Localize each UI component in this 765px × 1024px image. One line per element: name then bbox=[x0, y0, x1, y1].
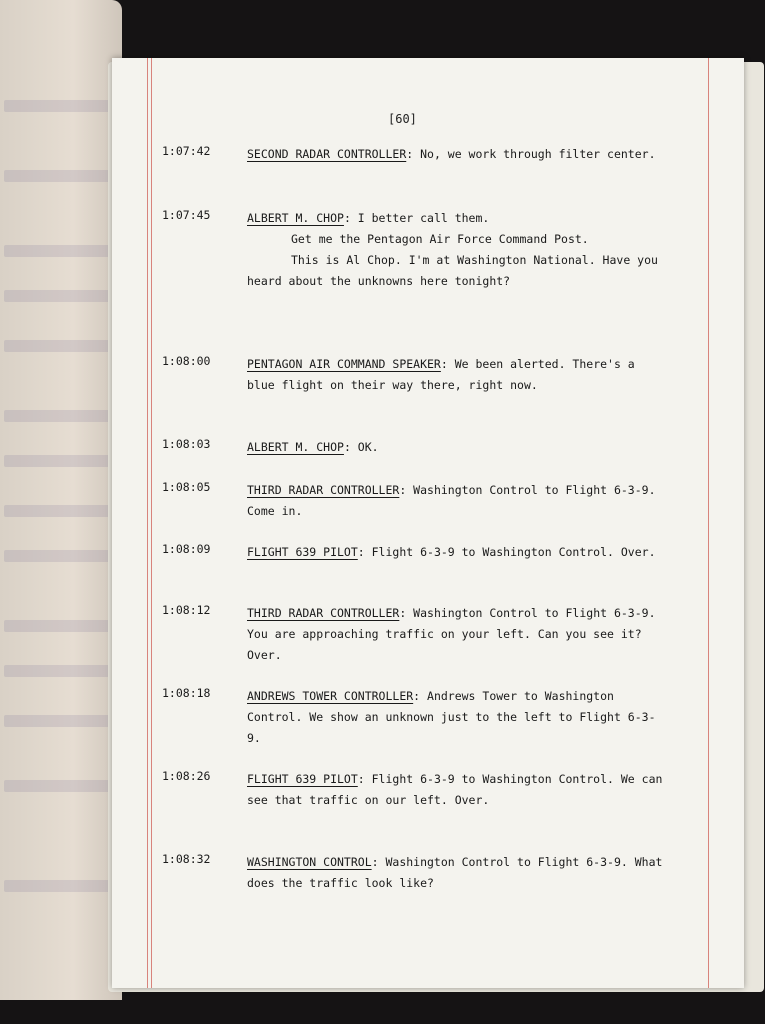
entry-text bbox=[247, 437, 667, 458]
speaker-name: ANDREWS TOWER CONTROLLER bbox=[247, 689, 414, 703]
speaker-name: ALBERT M. CHOP bbox=[247, 440, 344, 454]
show-through-text bbox=[4, 550, 114, 562]
entry-text bbox=[247, 852, 670, 894]
show-through-text bbox=[4, 620, 114, 632]
show-through-text bbox=[4, 665, 114, 677]
entry-text bbox=[247, 603, 667, 666]
utterance-paragraph: This is Al Chop. I'm at Washington National. Have you heard about the unknowns here tonight? bbox=[247, 253, 665, 288]
show-through-text bbox=[4, 780, 114, 792]
speaker-name: PENTAGON AIR COMMAND SPEAKER bbox=[247, 357, 441, 371]
entry-text bbox=[247, 144, 667, 165]
timestamp: 1:08:32 bbox=[162, 852, 211, 866]
entry-text bbox=[247, 686, 667, 749]
page-number: [60] bbox=[388, 112, 417, 126]
left-margin-line-inner bbox=[151, 58, 152, 988]
timestamp: 1:07:45 bbox=[162, 208, 211, 222]
utterance: : Flight 6-3-9 to Washington Control. We can see that traffic on our left. Over. bbox=[247, 772, 670, 807]
show-through-text bbox=[4, 455, 114, 467]
entry-text bbox=[247, 769, 670, 811]
show-through-text bbox=[4, 410, 114, 422]
utterance: : Flight 6-3-9 to Washington Control. Over. bbox=[357, 545, 656, 559]
show-through-text bbox=[4, 880, 114, 892]
show-through-text bbox=[4, 715, 114, 727]
show-through-text bbox=[4, 505, 114, 517]
timestamp: 1:08:00 bbox=[162, 354, 211, 368]
utterance: : I better call them. bbox=[343, 211, 490, 225]
speaker-name: THIRD RADAR CONTROLLER bbox=[247, 606, 400, 620]
speaker-name: THIRD RADAR CONTROLLER bbox=[247, 483, 400, 497]
utterance: : We been alerted. There's a blue flight on their way there, right now. bbox=[247, 357, 642, 392]
utterance: : Andrews Tower to Washington Control. We show an unknown just to the left to Flight 6-3-9. bbox=[247, 689, 656, 745]
utterance: : Washington Control to Flight 6-3-9. What does the traffic look like? bbox=[247, 855, 670, 890]
speaker-name: WASHINGTON CONTROL bbox=[247, 855, 372, 869]
show-through-text bbox=[4, 290, 114, 302]
timestamp: 1:08:03 bbox=[162, 437, 211, 451]
speaker-name: FLIGHT 639 PILOT bbox=[247, 772, 358, 786]
entry-text bbox=[247, 208, 667, 292]
timestamp: 1:08:18 bbox=[162, 686, 211, 700]
utterance-paragraph: Get me the Pentagon Air Force Command Post. bbox=[291, 232, 589, 246]
right-margin-line bbox=[708, 58, 709, 988]
left-margin-line bbox=[147, 58, 148, 988]
timestamp: 1:07:42 bbox=[162, 144, 211, 158]
speaker-name: ALBERT M. CHOP bbox=[247, 211, 344, 225]
facing-page bbox=[0, 0, 122, 1000]
show-through-text bbox=[4, 170, 114, 182]
timestamp: 1:08:05 bbox=[162, 480, 211, 494]
utterance: : Washington Control to Flight 6-3-9. Come in. bbox=[247, 483, 663, 518]
speaker-name: FLIGHT 639 PILOT bbox=[247, 545, 358, 559]
entry-text bbox=[247, 542, 667, 563]
speaker-name: SECOND RADAR CONTROLLER bbox=[247, 147, 407, 161]
utterance: : No, we work through filter center. bbox=[406, 147, 656, 161]
entry-text bbox=[247, 480, 667, 522]
show-through-text bbox=[4, 340, 114, 352]
timestamp: 1:08:09 bbox=[162, 542, 211, 556]
timestamp: 1:08:12 bbox=[162, 603, 211, 617]
transcript-page bbox=[112, 58, 744, 988]
show-through-text bbox=[4, 100, 114, 112]
utterance: : Washington Control to Flight 6-3-9. You are approaching traffic on your left. Can you see it? Over. bbox=[247, 606, 663, 662]
show-through-text bbox=[4, 245, 114, 257]
timestamp: 1:08:26 bbox=[162, 769, 211, 783]
entry-text bbox=[247, 354, 667, 396]
utterance: : OK. bbox=[343, 440, 379, 454]
